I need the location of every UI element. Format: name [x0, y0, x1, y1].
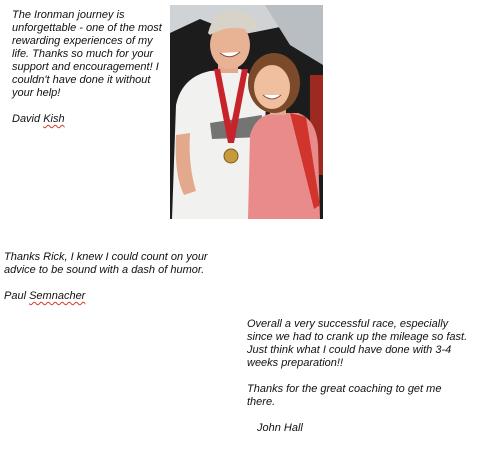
testimonial-quote: Thanks Rick, I knew I could count on your advice to be sound with a dash of humor.: [4, 251, 208, 276]
testimonial-david-kish: [12, 9, 162, 126]
testimonial-quote: Overall a very successful race, especially since we had to crank up the mileage so fast. Just think what I could have done with 3-4 weeks preparation!!: [247, 318, 468, 369]
testimonial-john-hall: [247, 318, 472, 435]
woman-face: [254, 65, 290, 109]
finisher-medal: [224, 149, 238, 163]
testimonial-author: [4, 290, 234, 303]
author-first-name: Paul: [4, 290, 27, 302]
author-first-name: David: [12, 113, 41, 125]
author-last-name: Semnacher: [29, 290, 86, 302]
testimonial-paul: [4, 251, 234, 303]
testimonial-author: [247, 422, 472, 435]
testimonial-quote-2: Thanks for the great coaching to get me there.: [247, 383, 442, 408]
author-name: John Hall: [257, 422, 303, 434]
finisher-photo: [170, 5, 323, 219]
testimonial-quote: The Ironman journey is unforgettable - one of the most rewarding experiences of my life. Thanks so much for your support and encouragement! I couldn't have done it without your help!: [12, 9, 162, 99]
photo-illustration: [170, 5, 323, 219]
testimonial-author: [12, 113, 162, 126]
author-last-name: Kish: [43, 113, 65, 125]
